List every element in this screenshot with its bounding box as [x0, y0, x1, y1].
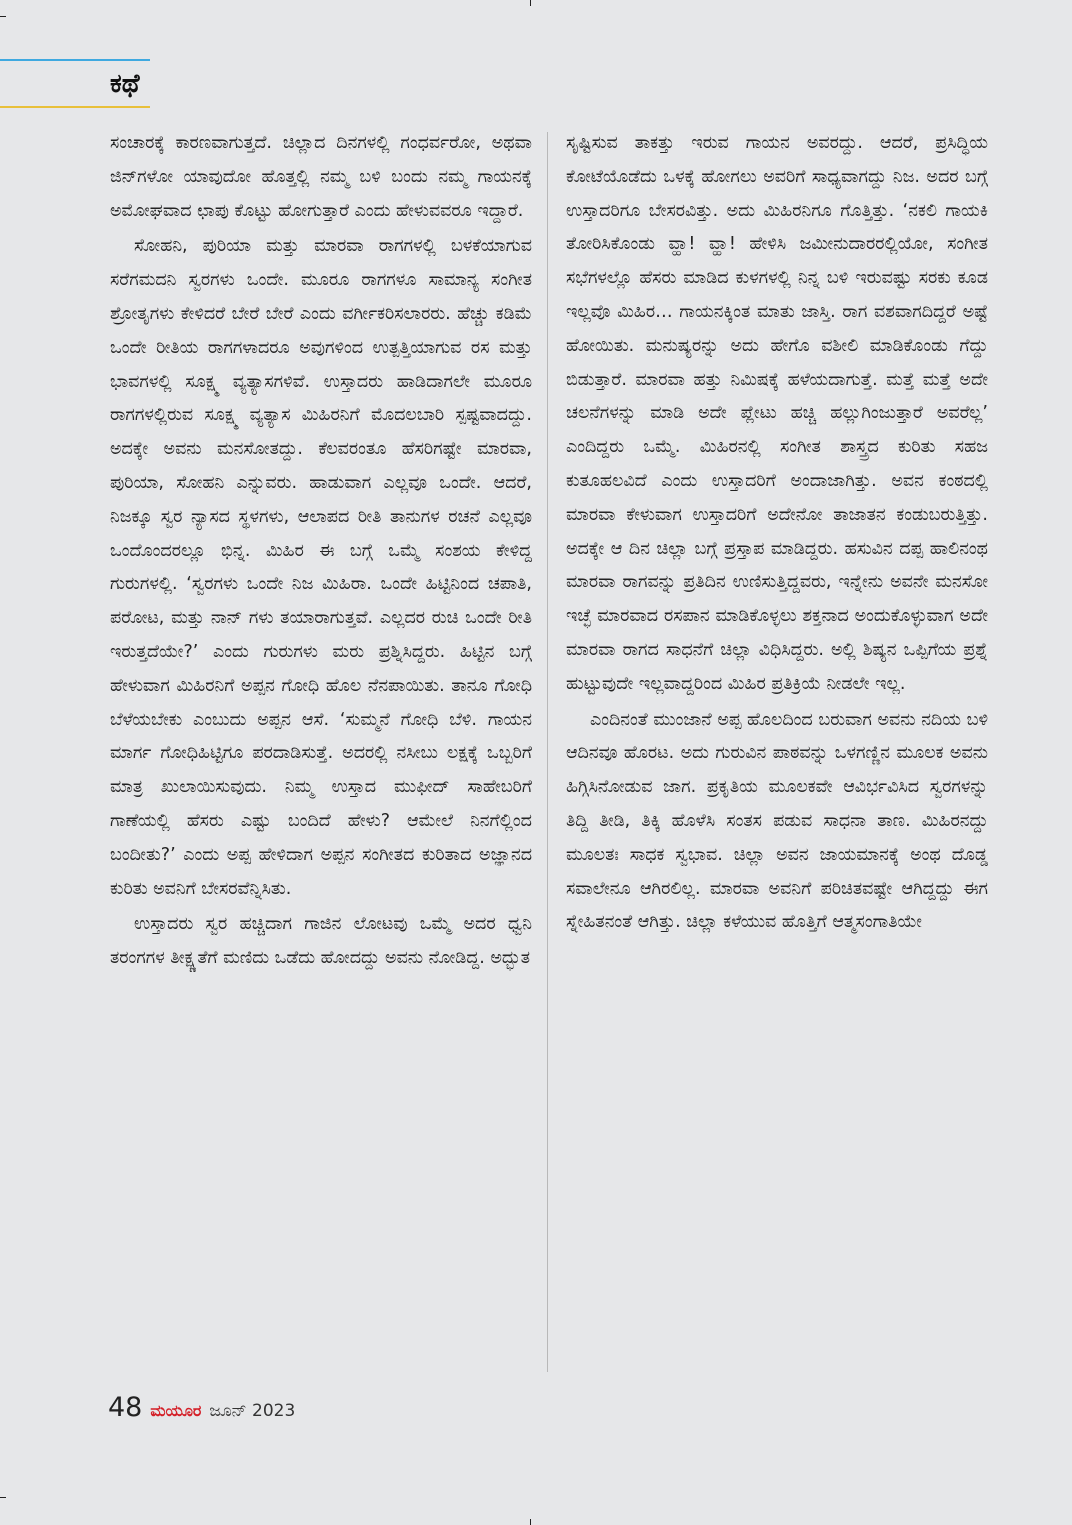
header-rule-top: [0, 59, 150, 61]
column-divider: [547, 132, 548, 1372]
issue-date: ಜೂನ್ 2023: [209, 1401, 296, 1421]
paragraph: ಸಂಚಾರಕ್ಕೆ ಕಾರಣವಾಗುತ್ತದೆ. ಚಿಲ್ಲಾದ ದಿನಗಳಲ್ಲಿ ಗಂಧರ್ವರೋ, ಅಥವಾ ಜಿನ್‌ಗಳೋ ಯಾವುದೋ ಹೊತ್ತಲ್ಲಿ ನಮ್ಮ ಬಳಿ ಬಂದು ನಮ್ಮ ಗಾಯನಕ್ಕೆ ಅಮೋಘವಾದ ಛಾಪು ಕೊಟ್ಟು ಹೋಗುತ್ತಾರೆ ಎಂದು ಹೇಳುವವರೂ ಇದ್ದಾರೆ.: [110, 133, 532, 221]
paragraph: ಎಂದಿನಂತೆ ಮುಂಜಾನೆ ಅಪ್ಪ ಹೊಲದಿಂದ ಬರುವಾಗ ಅವನು ನದಿಯ ಬಳಿ ಆದಿನವೂ ಹೊರಟ. ಅದು ಗುರುವಿನ ಪಾಠವನ್ನು ಒಳಗಣ್ಣಿನ ಮೂಲಕ ಅವನು ಹಿಗ್ಗಿಸಿನೋಡುವ ಜಾಗ. ಪ್ರಕೃತಿಯ ಮೂಲಕವೇ ಆವಿರ್ಭವಿಸಿದ ಸ್ವರಗಳನ್ನು ತಿದ್ದಿ ತೀಡಿ, ತಿಕ್ಕಿ ಹೊಳೆಸಿ ಸಂತಸ ಪಡುವ ಸಾಧನಾ ತಾಣ. ಮಿಹಿರನದ್ದು ಮೂಲತಃ ಸಾಧಕ ಸ್ವಭಾವ. ಚಿಲ್ಲಾ ಅವನ ಜಾಯಮಾನಕ್ಕೆ ಅಂಥ ದೊಡ್ಡ ಸವಾಲೇನೂ ಆಗಿರಲಿಲ್ಲ. ಮಾರವಾ ಅವನಿಗೆ ಪರಿಚಿತವಷ್ಟೇ ಆಗಿದ್ದದ್ದು ಈಗ ಸ್ನೇಹಿತನಂತೆ ಆಗಿತ್ತು. ಚಿಲ್ಲಾ ಕಳೆಯುವ ಹೊತ್ತಿಗೆ ಆತ್ಮಸಂಗಾತಿಯೇ: [566, 709, 988, 933]
paragraph: ಉಸ್ತಾದರು ಸ್ವರ ಹಚ್ಚಿದಾಗ ಗಾಜಿನ ಲೋಟವು ಒಮ್ಮೆ ಅದರ ಧ್ವನಿ ತರಂಗಗಳ ತೀಕ್ಷ್ಣತೆಗೆ ಮಣಿದು ಒಡೆದು ಹೋದದ್ದು ಅವನು ನೋಡಿದ್ದ. ಅದ್ಭುತ: [110, 914, 532, 969]
page-footer: [108, 1392, 295, 1432]
crop-mark-bottom-left: [0, 1497, 6, 1498]
left-column: [110, 127, 532, 1385]
paragraph: ಸೃಷ್ಟಿಸುವ ತಾಕತ್ತು ಇರುವ ಗಾಯನ ಅವರದ್ದು. ಆದರೆ, ಪ್ರಸಿದ್ಧಿಯ ಕೋಟೆಯೊಡೆದು ಒಳಕ್ಕೆ ಹೋಗಲು ಅವರಿಗೆ ಸಾಧ್ಯವಾಗದ್ದು ನಿಜ. ಅದರ ಬಗ್ಗೆ ಉಸ್ತಾದರಿಗೂ ಬೇಸರವಿತ್ತು. ಅದು ಮಿಹಿರನಿಗೂ ಗೊತ್ತಿತ್ತು. ‘ನಕಲಿ ಗಾಯಕಿ ತೋರಿಸಿಕೊಂಡು ವ್ಹಾ! ವ್ಹಾ! ಹೇಳಿಸಿ ಜಮೀನುದಾರರಲ್ಲಿಯೋ, ಸಂಗೀತ ಸಭೆಗಳಲ್ಲೊ ಹೆಸರು ಮಾಡಿದ ಕುಳಗಳಲ್ಲಿ ನಿನ್ನ ಬಳಿ ಇರುವಷ್ಟು ಸರಕು ಕೂಡ ಇಲ್ಲವೊ ಮಿಹಿರ… ಗಾಯನಕ್ಕಿಂತ ಮಾತು ಜಾಸ್ತಿ. ರಾಗ ವಶವಾಗದಿದ್ದರೆ ಅಷ್ಟೆ ಹೋಯಿತು. ಮನುಷ್ಯರನ್ನು ಅದು ಹೇಗೊ ವಶೀಲಿ ಮಾಡಿಕೊಂಡು ಗೆದ್ದು ಬಿಡುತ್ತಾರೆ. ಮಾರವಾ ಹತ್ತು ನಿಮಿಷಕ್ಕೆ ಹಳೆಯದಾಗುತ್ತೆ. ಮತ್ತೆ ಮತ್ತೆ ಅದೇ ಚಲನೆಗಳನ್ನು ಮಾಡಿ ಅದೇ ಪ್ಲೇಟು ಹಚ್ಚಿ ಹಲ್ಲುಗಿಂಜುತ್ತಾರೆ ಅವರೆಲ್ಲ’ ಎಂದಿದ್ದರು ಒಮ್ಮೆ. ಮಿಹಿರನಲ್ಲಿ ಸಂಗೀತ ಶಾಸ್ತ್ರದ ಕುರಿತು ಸಹಜ ಕುತೂಹಲವಿದೆ ಎಂದು ಉಸ್ತಾದರಿಗೆ ಅಂದಾಜಾಗಿತ್ತು. ಅವನ ಕಂಠದಲ್ಲಿ ಮಾರವಾ ಕೇಳುವಾಗ ಉಸ್ತಾದರಿಗೆ ಅದೇನೋ ತಾಜಾತನ ಕಂಡುಬರುತ್ತಿತ್ತು. ಅದಕ್ಕೇ ಆ ದಿನ ಚಿಲ್ಲಾ ಬಗ್ಗೆ ಪ್ರಸ್ತಾಪ ಮಾಡಿದ್ದರು. ಹಸುವಿನ ದಪ್ಪ ಹಾಲಿನಂಥ ಮಾರವಾ ರಾಗವನ್ನು ಪ್ರತಿದಿನ ಉಣಿಸುತ್ತಿದ್ದವರು, ಇನ್ನೇನು ಅವನೇ ಮನಸೋ ಇಚ್ಛೆ ಮಾರವಾದ ರಸಪಾನ ಮಾಡಿಕೊಳ್ಳಲು ಶಕ್ತನಾದ ಅಂದುಕೊಳ್ಳುವಾಗ ಅದೇ ಮಾರವಾ ರಾಗದ ಸಾಧನೆಗೆ ಚಿಲ್ಲಾ ವಿಧಿಸಿದ್ದರು. ಅಲ್ಲಿ ಶಿಷ್ಯನ ಒಪ್ಪಿಗೆಯ ಪ್ರಶ್ನೆ ಹುಟ್ಟುವುದೇ ಇಲ್ಲವಾದ್ದರಿಂದ ಮಿಹಿರ ಪ್ರತಿಕ್ರಿಯೆ ನೀಡಲೇ ಇಲ್ಲ.: [566, 133, 988, 694]
page-number: 48: [108, 1392, 143, 1423]
magazine-name: ಮಯೂರ: [150, 1401, 202, 1420]
right-column: [566, 127, 988, 1385]
paragraph: ಸೋಹನಿ, ಪುರಿಯಾ ಮತ್ತು ಮಾರವಾ ರಾಗಗಳಲ್ಲಿ ಬಳಕೆಯಾಗುವ ಸರೆಗಮದನಿ ಸ್ವರಗಳು ಒಂದೇ. ಮೂರೂ ರಾಗಗಳೂ ಸಾಮಾನ್ಯ ಸಂಗೀತ ಶ್ರೋತೃಗಳು ಕೇಳಿದರೆ ಬೇರೆ ಬೇರೆ ಎಂದು ವರ್ಗೀಕರಿಸಲಾರರು. ಹೆಚ್ಚು ಕಡಿಮೆ ಒಂದೇ ರೀತಿಯ ರಾಗಗಳಾದರೂ ಅವುಗಳಿಂದ ಉತ್ಪತ್ತಿಯಾಗುವ ರಸ ಮತ್ತು ಭಾವಗಳಲ್ಲಿ ಸೂಕ್ಷ್ಮ ವ್ಯತ್ಯಾಸಗಳಿವೆ. ಉಸ್ತಾದರು ಹಾಡಿದಾಗಲೇ ಮೂರೂ ರಾಗಗಳಲ್ಲಿರುವ ಸೂಕ್ಷ್ಮ ವ್ಯತ್ಯಾಸ ಮಿಹಿರನಿಗೆ ಮೊದಲಬಾರಿ ಸ್ಪಷ್ಟವಾದದ್ದು. ಅದಕ್ಕೇ ಅವನು ಮನಸೋತದ್ದು. ಕೆಲವರಂತೂ ಹೆಸರಿಗಷ್ಟೇ ಮಾರವಾ, ಪುರಿಯಾ, ಸೋಹನಿ ಎನ್ನುವರು. ಹಾಡುವಾಗ ಎಲ್ಲವೂ ಒಂದೇ. ಆದರೆ, ನಿಜಕ್ಕೂ ಸ್ವರ ನ್ಯಾಸದ ಸ್ಥಳಗಳು, ಆಲಾಪದ ರೀತಿ ತಾನುಗಳ ರಚನೆ ಎಲ್ಲವೂ ಒಂದೊಂದರಲ್ಲೂ ಭಿನ್ನ. ಮಿಹಿರ ಈ ಬಗ್ಗೆ ಒಮ್ಮೆ ಸಂಶಯ ಕೇಳಿದ್ದ ಗುರುಗಳಲ್ಲಿ. ‘ಸ್ವರಗಳು ಒಂದೇ ನಿಜ ಮಿಹಿರಾ. ಒಂದೇ ಹಿಟ್ಟಿನಿಂದ ಚಪಾತಿ, ಪರೋಟ, ಮತ್ತು ನಾನ್ ಗಳು ತಯಾರಾಗುತ್ತವೆ. ಎಲ್ಲದರ ರುಚಿ ಒಂದೇ ರೀತಿ ಇರುತ್ತದೆಯೇ?’ ಎಂದು ಗುರುಗಳು ಮರು ಪ್ರಶ್ನಿಸಿದ್ದರು. ಹಿಟ್ಟಿನ ಬಗ್ಗೆ ಹೇಳುವಾಗ ಮಿಹಿರನಿಗೆ ಅಪ್ಪನ ಗೋಧಿ ಹೊಲ ನೆನಪಾಯಿತು. ತಾನೂ ಗೋಧಿ ಬೆಳೆಯಬೇಕು ಎಂಬುದು ಅಪ್ಪನ ಆಸೆ. ‘ಸುಮ್ಮನೆ ಗೋಧಿ ಬೆಳಿ. ಗಾಯನ ಮಾರ್ಗ ಗೋಧಿಹಿಟ್ಟಿಗೂ ಪರದಾಡಿಸುತ್ತೆ. ಅದರಲ್ಲಿ ನಸೀಬು ಲಕ್ಷಕ್ಕೆ ಒಬ್ಬರಿಗೆ ಮಾತ್ರ ಖುಲಾಯಿಸುವುದು. ನಿಮ್ಮ ಉಸ್ತಾದ ಮುಫೀದ್ ಸಾಹೇಬರಿಗೆ ಗಾಣೆಯಲ್ಲಿ ಹೆಸರು ಎಷ್ಟು ಬಂದಿದೆ ಹೇಳು? ಆಮೇಲೆ ನಿನಗೆಲ್ಲಿಂದ ಬಂದೀತು?’ ಎಂದು ಅಪ್ಪ ಹೇಳಿದಾಗ ಅಪ್ಪನ ಸಂಗೀತದ ಕುರಿತಾದ ಅಜ್ಞಾನದ ಕುರಿತು ಅವನಿಗೆ ಬೇಸರವೆನ್ನಿಸಿತು.: [110, 236, 532, 899]
crop-mark-top-center: [530, 0, 531, 6]
header-rule-bottom: [0, 106, 150, 108]
section-label: ಕಥೆ: [110, 69, 140, 99]
crop-mark-bottom-center: [530, 1519, 531, 1525]
crop-mark-top-left: [0, 16, 6, 17]
